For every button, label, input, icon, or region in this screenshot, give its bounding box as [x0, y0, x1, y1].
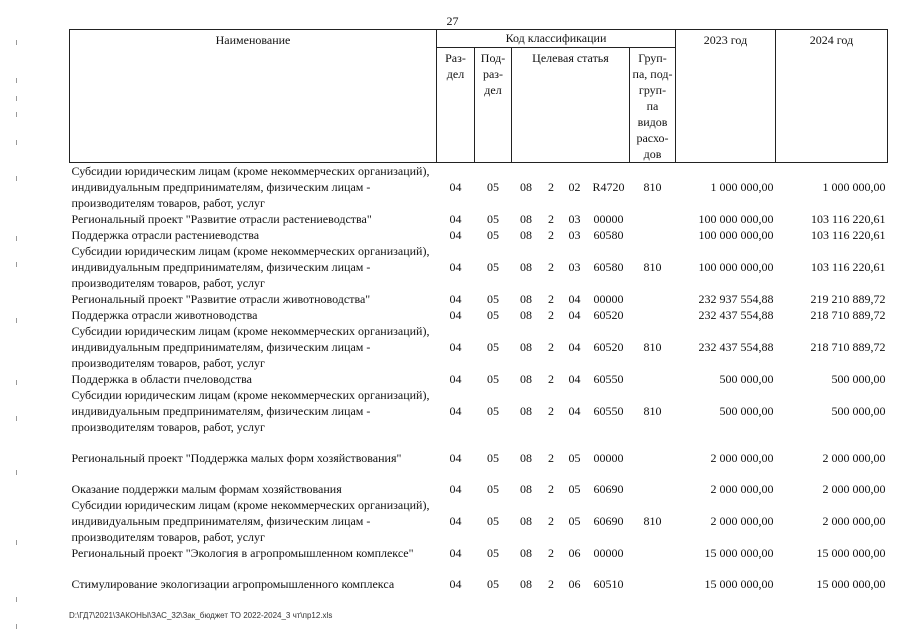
- cell-name: Поддержка отрасли животноводства: [71, 308, 258, 322]
- cell-vr: [630, 576, 676, 592]
- cell-t2: 2: [548, 228, 554, 242]
- table-row: [70, 211, 888, 227]
- cell-razdel: 04: [449, 212, 462, 226]
- table-row: [70, 371, 888, 387]
- cell-y2024: 15 000 000,00: [816, 577, 886, 591]
- cell-y2024: 15 000 000,00: [816, 546, 886, 560]
- table-row: [70, 163, 888, 212]
- cell-y2024: 103 116 220,61: [810, 212, 886, 226]
- cell-t1: 08: [520, 340, 532, 354]
- cell-vr: 810: [643, 404, 662, 418]
- cell-vr: 810: [643, 340, 662, 354]
- cell-t1: 08: [520, 546, 532, 560]
- cell-razdel: 04: [449, 340, 462, 354]
- cell-t3: 05: [568, 482, 581, 496]
- cell-vr: [630, 227, 676, 243]
- cell-y2023: 100 000 000,00: [698, 260, 774, 274]
- cell-y2023: 2 000 000,00: [710, 451, 774, 465]
- cell-y2024: 219 210 889,72: [810, 292, 886, 306]
- cell-name: Субсидии юридическим лицам (кроме некоммерческих организаций), индивидуальным предпринимателям, физическим лицам - производителям товаров, работ, услуг: [71, 244, 430, 290]
- cell-razdel: 04: [449, 451, 462, 465]
- cell-y2023: 100 000 000,00: [698, 212, 774, 226]
- cell-vr: [630, 481, 676, 497]
- cell-razdel: 04: [449, 308, 462, 322]
- cell-podrazdel: 05: [487, 260, 499, 274]
- cell-name: Субсидии юридическим лицам (кроме некоммерческих организаций), индивидуальным предпринимателям, физическим лицам - производителям товаров, работ, услуг: [71, 498, 430, 544]
- cell-name: Субсидии юридическим лицам (кроме некоммерческих организаций), индивидуальным предпринимателям, физическим лицам - производителям товаров, работ, услуг: [71, 324, 430, 370]
- cell-t1: 08: [520, 451, 532, 465]
- cell-t4: 00000: [593, 212, 624, 226]
- header-classification: Код классификации: [437, 30, 676, 48]
- table-header: [70, 30, 888, 163]
- cell-vr: [630, 545, 676, 561]
- cell-podrazdel: 05: [487, 577, 499, 591]
- cell-y2023: 100 000 000,00: [698, 228, 774, 242]
- cell-razdel: 04: [449, 577, 462, 591]
- cell-t1: 08: [520, 260, 532, 274]
- cell-vr: [630, 371, 676, 387]
- cell-y2023: 232 437 554,88: [698, 340, 774, 354]
- cell-podrazdel: 05: [487, 451, 499, 465]
- cell-t3: 03: [568, 260, 581, 274]
- budget-table-container: [69, 29, 888, 592]
- cell-razdel: 04: [449, 404, 462, 418]
- cell-vr: 810: [643, 260, 662, 274]
- cell-y2024: 500 000,00: [831, 372, 886, 386]
- header-year-2023: 2023 год: [676, 30, 776, 163]
- cell-t1: 08: [520, 482, 532, 496]
- cell-t4: R4720: [592, 180, 625, 194]
- cell-t3: 05: [568, 514, 581, 528]
- cell-y2023: 2 000 000,00: [710, 514, 774, 528]
- table-row: [70, 387, 888, 435]
- cell-t2: 2: [548, 482, 554, 496]
- cell-t3: 06: [568, 577, 581, 591]
- cell-y2023: 232 437 554,88: [698, 308, 774, 322]
- table-row: [70, 323, 888, 371]
- cell-name: Оказание поддержки малым формам хозяйствования: [71, 482, 342, 496]
- cell-t3: 04: [568, 404, 581, 418]
- cell-podrazdel: 05: [487, 292, 499, 306]
- cell-y2024: 218 710 889,72: [810, 308, 886, 322]
- cell-y2024: 218 710 889,72: [810, 340, 886, 354]
- cell-vr: 810: [643, 514, 662, 528]
- cell-name: Поддержка в области пчеловодства: [71, 372, 252, 386]
- cell-razdel: 04: [449, 546, 462, 560]
- cell-name: Субсидии юридическим лицам (кроме некоммерческих организаций), индивидуальным предпринимателям, физическим лицам - производителям товаров, работ, услуг: [71, 164, 430, 210]
- cell-podrazdel: 05: [487, 546, 499, 560]
- cell-y2023: 2 000 000,00: [710, 482, 774, 496]
- cell-razdel: 04: [449, 482, 462, 496]
- cell-vr: [630, 307, 676, 323]
- cell-t4: 60690: [593, 482, 624, 496]
- cell-y2023: 232 937 554,88: [698, 292, 774, 306]
- cell-y2023: 15 000 000,00: [704, 577, 774, 591]
- table-row: [70, 481, 888, 497]
- cell-t3: 03: [568, 228, 581, 242]
- cell-podrazdel: 05: [487, 372, 499, 386]
- cell-y2024: 2 000 000,00: [822, 482, 886, 496]
- cell-t1: 08: [520, 212, 532, 226]
- cell-t1: 08: [520, 372, 532, 386]
- cell-t2: 2: [548, 404, 554, 418]
- file-path-note: D:\ГД7\2021\ЗАКОНЫ\ЗАС_32\Зак_бюджет ТО 2022-2024_3 чт\пр12.xls: [69, 611, 333, 620]
- cell-t3: 05: [568, 451, 581, 465]
- header-name: Наименование: [70, 30, 437, 163]
- row-spacer: [70, 466, 888, 481]
- cell-vr: [630, 450, 676, 466]
- cell-t3: 04: [568, 308, 581, 322]
- cell-t4: 00000: [593, 451, 624, 465]
- cell-t4: 60580: [593, 260, 624, 274]
- cell-y2024: 2 000 000,00: [822, 451, 886, 465]
- cell-t4: 60520: [593, 340, 624, 354]
- cell-t3: 03: [568, 212, 581, 226]
- cell-t4: 60510: [593, 577, 624, 591]
- cell-t1: 08: [520, 514, 532, 528]
- cell-y2023: 500 000,00: [719, 404, 774, 418]
- cell-t2: 2: [548, 260, 554, 274]
- cell-t2: 2: [548, 546, 554, 560]
- header-expense-group: Груп- па, под- груп- па видов расхо- дов: [630, 48, 676, 163]
- row-spacer: [70, 561, 888, 576]
- cell-y2024: 1 000 000,00: [822, 180, 886, 194]
- cell-name: Региональный проект "Экология в агропромышленном комплексе": [71, 546, 414, 560]
- cell-y2024: 103 116 220,61: [810, 260, 886, 274]
- table-row: [70, 497, 888, 545]
- cell-podrazdel: 05: [487, 180, 499, 194]
- header-year-2024: 2024 год: [776, 30, 888, 163]
- cell-name: Субсидии юридическим лицам (кроме некоммерческих организаций), индивидуальным предпринимателям, физическим лицам - производителям товаров, работ, услуг: [71, 388, 430, 434]
- cell-podrazdel: 05: [487, 404, 499, 418]
- cell-t3: 04: [568, 292, 581, 306]
- cell-razdel: 04: [449, 228, 462, 242]
- cell-vr: [630, 211, 676, 227]
- cell-name: Региональный проект "Развитие отрасли растениеводства": [71, 212, 372, 226]
- budget-table: [69, 29, 888, 592]
- cell-t2: 2: [548, 451, 554, 465]
- cell-name: Региональный проект "Поддержка малых форм хозяйствования": [71, 451, 402, 465]
- row-spacer: [70, 435, 888, 450]
- cell-t2: 2: [548, 372, 554, 386]
- cell-t2: 2: [548, 514, 554, 528]
- cell-t3: 02: [568, 180, 581, 194]
- cell-t4: 60550: [593, 404, 624, 418]
- cell-name: Региональный проект "Развитие отрасли животноводства": [71, 292, 371, 306]
- header-razdel: Раз- дел: [437, 48, 475, 163]
- cell-t4: 00000: [593, 546, 624, 560]
- cell-y2023: 15 000 000,00: [704, 546, 774, 560]
- cell-t4: 60580: [593, 228, 624, 242]
- table-body: [70, 163, 888, 593]
- table-row: [70, 227, 888, 243]
- table-row: [70, 307, 888, 323]
- cell-t4: 60690: [593, 514, 624, 528]
- cell-razdel: 04: [449, 514, 462, 528]
- cell-t2: 2: [548, 212, 554, 226]
- cell-razdel: 04: [449, 260, 462, 274]
- cell-podrazdel: 05: [487, 514, 499, 528]
- cell-name: Поддержка отрасли растениеводства: [71, 228, 260, 242]
- cell-podrazdel: 05: [487, 212, 499, 226]
- cell-t4: 00000: [593, 292, 624, 306]
- cell-t2: 2: [548, 180, 554, 194]
- cell-podrazdel: 05: [487, 228, 499, 242]
- cell-podrazdel: 05: [487, 340, 499, 354]
- table-row: [70, 243, 888, 291]
- cell-t1: 08: [520, 292, 532, 306]
- cell-razdel: 04: [449, 292, 462, 306]
- cell-t2: 2: [548, 292, 554, 306]
- cell-y2023: 1 000 000,00: [710, 180, 774, 194]
- cell-t1: 08: [520, 577, 532, 591]
- cell-t3: 04: [568, 340, 581, 354]
- cell-y2023: 500 000,00: [719, 372, 774, 386]
- cell-vr: 810: [643, 180, 662, 194]
- cell-y2024: 2 000 000,00: [822, 514, 886, 528]
- cell-vr: [630, 291, 676, 307]
- cell-t2: 2: [548, 308, 554, 322]
- cell-podrazdel: 05: [487, 482, 499, 496]
- table-row: [70, 545, 888, 561]
- header-podrazdel: Под- раз- дел: [475, 48, 512, 163]
- cell-y2024: 103 116 220,61: [810, 228, 886, 242]
- page-number: 27: [446, 14, 459, 28]
- table-row: [70, 450, 888, 466]
- cell-razdel: 04: [449, 372, 462, 386]
- cell-t1: 08: [520, 308, 532, 322]
- cell-t2: 2: [548, 577, 554, 591]
- cell-t1: 08: [520, 404, 532, 418]
- cell-t1: 08: [520, 228, 532, 242]
- cell-y2024: 500 000,00: [831, 404, 886, 418]
- cell-razdel: 04: [449, 180, 462, 194]
- table-row: [70, 576, 888, 592]
- cell-t2: 2: [548, 340, 554, 354]
- cell-t4: 60550: [593, 372, 624, 386]
- cell-t4: 60520: [593, 308, 624, 322]
- table-row: [70, 291, 888, 307]
- scan-margin-marks: [16, 0, 18, 640]
- header-target-item: Целевая статья: [512, 48, 630, 163]
- cell-name: Стимулирование экологизации агропромышленного комплекса: [71, 577, 395, 591]
- cell-t3: 06: [568, 546, 581, 560]
- cell-t3: 04: [568, 372, 581, 386]
- cell-t1: 08: [520, 180, 532, 194]
- cell-podrazdel: 05: [487, 308, 499, 322]
